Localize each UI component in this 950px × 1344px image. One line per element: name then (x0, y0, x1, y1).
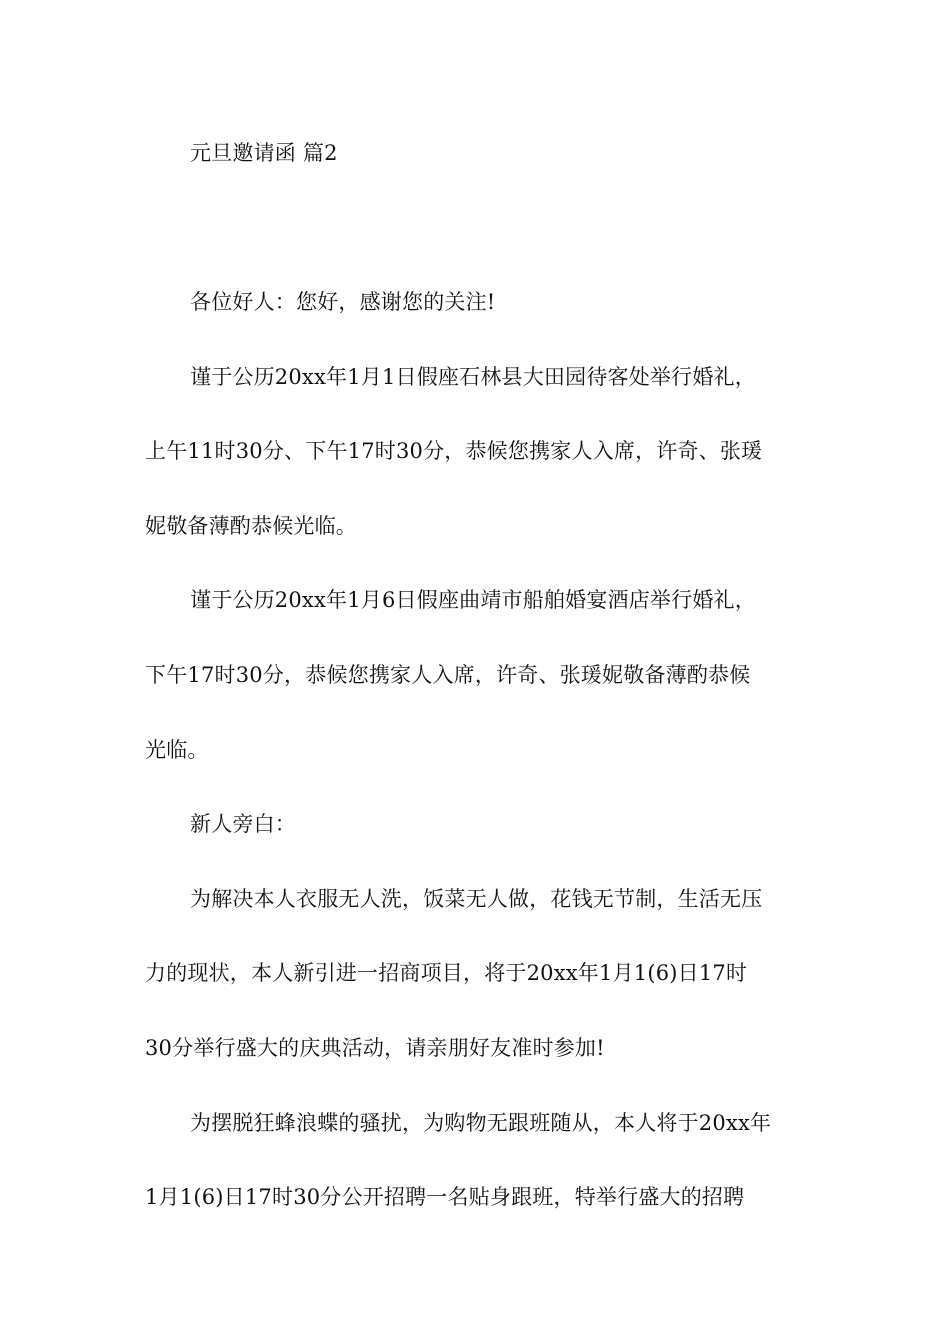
paragraph-line: 30分举行盛大的庆典活动，请亲朋好友准时参加! (145, 1036, 605, 1060)
section-heading: 新人旁白： (190, 812, 296, 836)
paragraph-line: 下午17时30分，恭候您携家人入席，许奇、张瑗妮敬备薄酌恭候 (145, 663, 751, 687)
paragraph-line: 为解决本人衣服无人洗，饭菜无人做，花钱无节制，生活无压 (190, 887, 763, 911)
document-title: 元旦邀请函 篇2 (190, 141, 338, 165)
paragraph-line: 光临。 (145, 738, 209, 762)
paragraph-line: 上午11时30分、下午17时30分，恭候您携家人入席，许奇、张瑗 (145, 439, 763, 463)
paragraph-line: 谨于公历20xx年1月6日假座曲靖市船舶婚宴酒店举行婚礼， (190, 588, 756, 612)
paragraph-line: 为摆脱狂蜂浪蝶的骚扰，为购物无跟班随从，本人将于20xx年 (190, 1111, 772, 1135)
greeting-line: 各位好人：您好，感谢您的关注! (190, 290, 496, 314)
paragraph-line: 谨于公历20xx年1月1日假座石林县大田园待客处举行婚礼， (190, 365, 756, 389)
paragraph-line: 力的现状，本人新引进一招商项目，将于20xx年1月1(6)日17时 (145, 961, 748, 985)
paragraph-line: 1月1(6)日17时30分公开招聘一名贴身跟班，特举行盛大的招聘 (145, 1185, 745, 1209)
paragraph-line: 妮敬备薄酌恭候光临。 (145, 514, 357, 538)
